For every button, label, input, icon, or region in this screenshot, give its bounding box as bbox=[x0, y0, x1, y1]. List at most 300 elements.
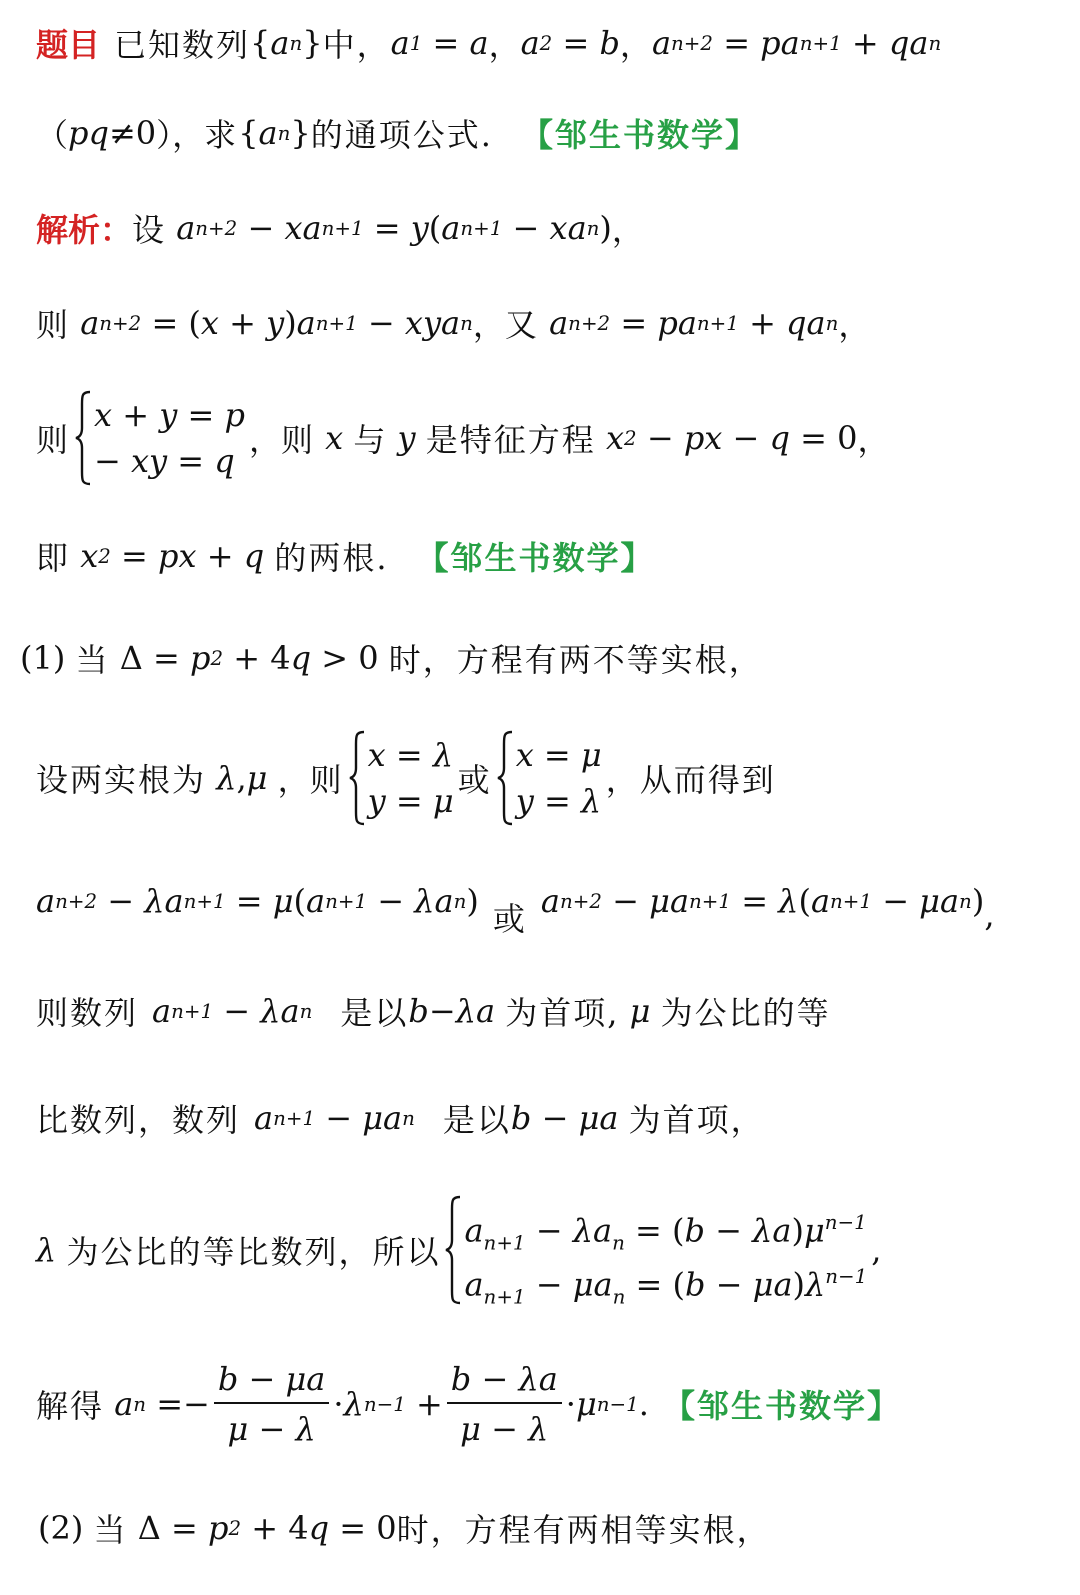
math-var: Δ bbox=[119, 639, 143, 677]
equation-system bbox=[496, 730, 602, 826]
superscript: n−1 bbox=[825, 1265, 868, 1288]
analysis-text: 与 bbox=[353, 421, 388, 459]
eq-sign: = bbox=[741, 882, 768, 920]
math-var: b bbox=[599, 24, 620, 62]
minus-sign: − bbox=[715, 1211, 742, 1250]
math-var: μ bbox=[575, 1385, 597, 1423]
analysis-text: 又 bbox=[504, 306, 539, 344]
math-var: μ bbox=[752, 1265, 774, 1304]
analysis-label: 解析： bbox=[36, 211, 133, 249]
math-var: μ bbox=[285, 1360, 307, 1398]
analysis-line-seq2 bbox=[36, 1095, 1058, 1141]
subscript: n bbox=[825, 311, 839, 335]
eq-sign: = bbox=[800, 419, 827, 457]
brace-close: } bbox=[302, 24, 323, 62]
subscript: n+1 bbox=[171, 999, 214, 1023]
plus-sign: + bbox=[233, 639, 261, 677]
paren: ) bbox=[791, 1211, 804, 1250]
subscript: n bbox=[453, 889, 467, 913]
gt-sign: > bbox=[321, 639, 349, 677]
problem-text: 的通项公式. bbox=[310, 116, 493, 154]
minus-sign: − bbox=[377, 882, 405, 920]
math-var: q bbox=[88, 114, 109, 152]
math-var: λ bbox=[752, 1211, 773, 1250]
fraction bbox=[447, 1360, 562, 1448]
eq-sign: = bbox=[187, 396, 215, 434]
math-var: a bbox=[114, 1385, 134, 1423]
neq-sign: ≠ bbox=[108, 114, 136, 152]
math-var: q bbox=[769, 419, 790, 457]
math-var: a bbox=[549, 304, 569, 342]
math-var: x bbox=[704, 419, 723, 457]
math-var: p bbox=[207, 1509, 229, 1547]
eq-sign: = bbox=[620, 304, 648, 342]
math-var: x bbox=[284, 209, 303, 247]
paren: ( bbox=[293, 882, 307, 920]
minus-sign: − bbox=[541, 1099, 569, 1137]
math-var: μ bbox=[803, 1211, 825, 1250]
math-var: a bbox=[475, 992, 496, 1030]
subscript: n+1 bbox=[273, 1106, 316, 1130]
problem-text: 求 bbox=[204, 116, 239, 154]
superscript: n−1 bbox=[596, 1392, 639, 1416]
math-var: λ bbox=[778, 882, 799, 920]
math-var: b bbox=[685, 1265, 706, 1304]
minus-sign: − bbox=[94, 442, 121, 480]
minus-sign: − bbox=[535, 1211, 563, 1250]
minus-sign: − bbox=[646, 419, 674, 457]
eq-sign: = bbox=[432, 24, 460, 62]
math-var: a bbox=[302, 209, 322, 247]
comma: ， bbox=[472, 306, 505, 344]
math-var: p bbox=[158, 537, 179, 575]
left-brace-icon bbox=[348, 730, 366, 826]
math-var: x bbox=[515, 736, 534, 774]
math-var: a bbox=[677, 304, 697, 342]
math-var: a bbox=[36, 882, 56, 920]
minus-sign: − bbox=[223, 992, 251, 1030]
subscript: n bbox=[586, 216, 600, 240]
subscript: n bbox=[133, 1392, 147, 1416]
paren: ( bbox=[672, 1265, 685, 1304]
math-var: x bbox=[549, 209, 568, 247]
minus-sign: − bbox=[183, 1385, 210, 1423]
math-var: a bbox=[939, 882, 960, 920]
subscript: n+2 bbox=[99, 311, 142, 335]
math-num: 4 bbox=[270, 639, 291, 677]
analysis-text: 为首项， bbox=[628, 1101, 765, 1139]
subscript: n bbox=[289, 31, 303, 55]
math-var: p bbox=[683, 419, 705, 457]
eq-sign: = bbox=[170, 1509, 198, 1547]
math-var: λ bbox=[343, 1385, 364, 1423]
math-var: λ bbox=[36, 1231, 57, 1269]
math-var: a bbox=[434, 882, 454, 920]
math-var: b bbox=[450, 1360, 472, 1398]
analysis-line-2 bbox=[36, 300, 1058, 346]
math-var: λ bbox=[216, 759, 237, 797]
eq-sign: = bbox=[235, 882, 263, 920]
eq-sign: = bbox=[543, 736, 571, 774]
math-var: p bbox=[760, 24, 781, 62]
math-var: p bbox=[189, 639, 211, 677]
subscript: n bbox=[612, 1231, 625, 1255]
math-var: λ bbox=[805, 1265, 826, 1304]
eq-sign: = bbox=[177, 442, 205, 480]
minus-sign: − bbox=[535, 1265, 563, 1304]
math-var: x bbox=[404, 304, 423, 342]
math-var: y bbox=[515, 782, 534, 820]
math-var: a bbox=[810, 882, 831, 920]
paren: ( bbox=[672, 1211, 685, 1250]
problem-text: 中， bbox=[322, 26, 391, 64]
analysis-text: 为公比的等比数列，所以 bbox=[66, 1233, 441, 1271]
paren: ) bbox=[284, 304, 297, 342]
subscript: n bbox=[959, 889, 972, 913]
analysis-text: 当 bbox=[93, 1511, 128, 1549]
math-var: a bbox=[383, 1099, 403, 1137]
math-var: a bbox=[592, 1211, 613, 1250]
math-var: μ bbox=[572, 1265, 594, 1304]
minus-sign: − bbox=[612, 882, 639, 920]
math-var: λ bbox=[580, 782, 602, 820]
cdot: · bbox=[333, 1385, 344, 1423]
analysis-text: 是以 bbox=[340, 994, 409, 1032]
analysis-text: 解得 bbox=[36, 1387, 105, 1425]
plus-sign: + bbox=[851, 24, 879, 62]
subscript: n+2 bbox=[195, 216, 238, 240]
brand-watermark: 【邹生书数学】 bbox=[416, 539, 655, 577]
plus-sign: + bbox=[415, 1385, 443, 1423]
plus-sign: + bbox=[749, 304, 776, 342]
paren: （ bbox=[36, 116, 69, 154]
math-num: 0 bbox=[376, 1509, 397, 1547]
math-var: x bbox=[131, 442, 150, 480]
math-var: a bbox=[441, 209, 461, 247]
analysis-text: 设两实根为 bbox=[36, 761, 207, 799]
subscript: n+2 bbox=[559, 889, 602, 913]
subscript: n+1 bbox=[315, 311, 358, 335]
math-var: λ bbox=[144, 882, 165, 920]
eq-sign: = bbox=[635, 1211, 662, 1250]
analysis-text: 当 bbox=[75, 641, 110, 679]
math-var: a bbox=[152, 992, 172, 1030]
comma: ， bbox=[611, 211, 644, 249]
analysis-text: 比数列，数列 bbox=[36, 1101, 241, 1139]
math-var: a bbox=[254, 1099, 274, 1137]
math-var: x bbox=[605, 419, 625, 457]
analysis-text: 为公比的等 bbox=[660, 994, 831, 1032]
minus-sign: − bbox=[367, 304, 395, 342]
minus-sign: − bbox=[428, 992, 456, 1030]
math-var: x bbox=[367, 736, 386, 774]
eq-sign: = bbox=[395, 782, 423, 820]
math-var: x bbox=[325, 419, 344, 457]
paren: ) bbox=[792, 1265, 805, 1304]
cdot: · bbox=[565, 1385, 576, 1423]
subscript: n bbox=[277, 121, 291, 145]
analysis-line-roots bbox=[36, 730, 1058, 826]
math-var: q bbox=[243, 537, 265, 575]
paren: ）， bbox=[156, 116, 205, 154]
math-var: μ bbox=[578, 1099, 600, 1137]
comma: , bbox=[871, 1231, 882, 1269]
analysis-text: 则 bbox=[36, 421, 71, 459]
math-var: y bbox=[397, 419, 416, 457]
eq-sign: = bbox=[152, 639, 180, 677]
math-var: μ bbox=[362, 1099, 384, 1137]
subscript: n+1 bbox=[483, 1231, 526, 1255]
math-var: a bbox=[258, 114, 278, 152]
minus-sign: − bbox=[481, 1360, 509, 1398]
math-var: x bbox=[94, 396, 113, 434]
paren: ( bbox=[798, 882, 811, 920]
math-var: a bbox=[538, 1360, 558, 1398]
math-var: q bbox=[786, 304, 807, 342]
problem-line-2 bbox=[36, 110, 1058, 156]
minus-sign: − bbox=[325, 1099, 353, 1137]
subscript: n+1 bbox=[689, 889, 732, 913]
math-var: a bbox=[780, 24, 800, 62]
analysis-text: 或 bbox=[492, 900, 527, 938]
math-var: λ bbox=[260, 992, 281, 1030]
math-var: y bbox=[159, 396, 178, 434]
superscript: 2 bbox=[98, 544, 111, 568]
math-var: a bbox=[164, 882, 184, 920]
subscript: n+1 bbox=[325, 889, 368, 913]
paren: ) bbox=[971, 882, 985, 920]
comma: ， bbox=[248, 421, 281, 459]
math-var: a bbox=[296, 304, 316, 342]
subscript: n+1 bbox=[696, 311, 739, 335]
minus-sign: − bbox=[107, 882, 135, 920]
eq-sign: = bbox=[543, 782, 571, 820]
plus-sign: + bbox=[229, 304, 256, 342]
fraction bbox=[214, 1360, 330, 1448]
subscript: n+1 bbox=[799, 31, 842, 55]
eq-sign: = bbox=[156, 1385, 184, 1423]
math-num: 0 bbox=[358, 639, 379, 677]
case-label: (2) bbox=[38, 1509, 84, 1547]
subscript: n+1 bbox=[830, 889, 873, 913]
analysis-text: 设 bbox=[132, 211, 167, 249]
math-var: a bbox=[80, 304, 100, 342]
math-num: 0 bbox=[837, 419, 858, 457]
comma: ， bbox=[838, 306, 871, 344]
comma: , bbox=[984, 896, 995, 934]
math-var: y bbox=[422, 304, 442, 342]
analysis-text: 则 bbox=[36, 306, 71, 344]
math-var: λ bbox=[414, 882, 435, 920]
case-2-line bbox=[38, 1505, 1058, 1551]
math-var: μ bbox=[272, 882, 294, 920]
period: . bbox=[638, 1385, 649, 1423]
brace-open: { bbox=[238, 114, 259, 152]
problem-line-1 bbox=[36, 20, 1058, 66]
paren: ) bbox=[466, 882, 479, 920]
math-var: a bbox=[441, 304, 461, 342]
math-var: x bbox=[178, 537, 197, 575]
math-var: x bbox=[80, 537, 99, 575]
eq-sign: = bbox=[373, 209, 401, 247]
math-var: a bbox=[520, 24, 540, 62]
minus-sign: − bbox=[258, 1410, 286, 1448]
math-var: μ bbox=[246, 759, 268, 797]
math-var: a bbox=[909, 24, 929, 62]
math-var: μ bbox=[227, 1410, 249, 1448]
subscript: n bbox=[402, 1106, 415, 1130]
math-var: Δ bbox=[137, 1509, 161, 1547]
math-var: a bbox=[599, 1099, 619, 1137]
math-var: b bbox=[684, 1211, 705, 1250]
math-var: p bbox=[224, 396, 245, 434]
case-1-line bbox=[20, 635, 1058, 681]
analysis-text: 时，方程有两相等实根， bbox=[396, 1511, 771, 1549]
brace-close: } bbox=[290, 114, 311, 152]
analysis-text: 是以 bbox=[442, 1101, 511, 1139]
math-var: b bbox=[510, 1099, 532, 1137]
brace-open: { bbox=[250, 24, 271, 62]
subscript: n bbox=[460, 311, 473, 335]
math-var: y bbox=[149, 442, 168, 480]
subscript: n bbox=[299, 999, 313, 1023]
math-var: p bbox=[68, 114, 89, 152]
subscript: n bbox=[928, 31, 942, 55]
math-var: a bbox=[567, 209, 587, 247]
minus-sign: − bbox=[512, 209, 540, 247]
superscript: 2 bbox=[228, 1516, 242, 1540]
problem-label: 题目 bbox=[36, 26, 101, 64]
minus-sign: − bbox=[248, 1360, 276, 1398]
math-var: p bbox=[657, 304, 678, 342]
eq-sign: = bbox=[723, 24, 750, 62]
eq-sign: = bbox=[121, 537, 148, 575]
analysis-text: 的两根. bbox=[274, 539, 389, 577]
analysis-text: 即 bbox=[36, 539, 71, 577]
paren: ( bbox=[188, 304, 201, 342]
analysis-line-system bbox=[36, 1195, 1058, 1309]
minus-sign: − bbox=[882, 882, 909, 920]
math-var: a bbox=[306, 1360, 326, 1398]
equation-system bbox=[74, 390, 245, 486]
math-var: b bbox=[217, 1360, 239, 1398]
math-var: a bbox=[280, 992, 300, 1030]
analysis-line-seq1 bbox=[36, 988, 1058, 1034]
analysis-text: 则 bbox=[280, 421, 315, 459]
subscript: n+1 bbox=[183, 889, 226, 913]
analysis-text: 是特征方程 bbox=[425, 421, 596, 459]
superscript: n−1 bbox=[824, 1211, 867, 1234]
problem-text: 已知数列 bbox=[114, 26, 251, 64]
math-var: λ bbox=[518, 1360, 539, 1398]
eq-sign: = bbox=[395, 736, 423, 774]
comma: ， bbox=[857, 421, 890, 459]
comma: ， bbox=[488, 26, 521, 64]
math-var: a bbox=[270, 24, 290, 62]
math-var: q bbox=[214, 442, 235, 480]
subscript: n+1 bbox=[460, 216, 503, 240]
math-var: a bbox=[806, 304, 826, 342]
math-var: μ bbox=[629, 992, 651, 1030]
math-var: a bbox=[390, 24, 410, 62]
math-num: 0 bbox=[135, 114, 157, 152]
math-var: μ bbox=[919, 882, 940, 920]
paren: ( bbox=[428, 209, 442, 247]
analysis-text: 或 bbox=[457, 761, 492, 799]
math-var: λ bbox=[432, 736, 454, 774]
eq-sign: = bbox=[151, 304, 179, 342]
math-var: μ bbox=[649, 882, 670, 920]
minus-sign: − bbox=[247, 209, 275, 247]
equation-system bbox=[444, 1195, 868, 1309]
math-var: μ bbox=[432, 782, 454, 820]
comma: , bbox=[236, 759, 247, 797]
eq-sign: = bbox=[562, 24, 590, 62]
math-var: a bbox=[176, 209, 196, 247]
eq-sign: = bbox=[635, 1265, 663, 1304]
equation-system bbox=[348, 730, 454, 826]
math-var: λ bbox=[572, 1211, 593, 1250]
math-var: a bbox=[540, 882, 560, 920]
subscript: n+2 bbox=[671, 31, 714, 55]
brand-watermark: 【邹生书数学】 bbox=[520, 116, 759, 154]
analysis-text: 则 bbox=[309, 761, 344, 799]
math-var: y bbox=[266, 304, 285, 342]
subscript: 2 bbox=[539, 31, 553, 55]
math-var: a bbox=[651, 24, 672, 62]
analysis-line-solution bbox=[36, 1360, 1058, 1448]
math-var: λ bbox=[528, 1410, 549, 1448]
analysis-line-4 bbox=[36, 533, 1058, 579]
left-brace-icon bbox=[74, 390, 92, 486]
math-var: a bbox=[306, 882, 326, 920]
analysis-text: 则数列 bbox=[36, 994, 139, 1032]
brand-watermark: 【邹生书数学】 bbox=[662, 1387, 901, 1425]
math-var: y bbox=[410, 209, 429, 247]
math-var: a bbox=[593, 1265, 613, 1304]
analysis-text: ，从而得到 bbox=[605, 761, 776, 799]
analysis-text: 为首项, bbox=[505, 994, 620, 1032]
analysis-line-3 bbox=[36, 390, 1058, 486]
math-var: a bbox=[772, 1211, 792, 1250]
left-brace-icon bbox=[496, 730, 514, 826]
subscript: 1 bbox=[409, 31, 423, 55]
math-var: q bbox=[290, 639, 312, 677]
math-var: a bbox=[464, 1265, 484, 1304]
comma: ， bbox=[619, 26, 652, 64]
plus-sign: + bbox=[251, 1509, 279, 1547]
minus-sign: − bbox=[491, 1410, 518, 1448]
subscript: n+1 bbox=[483, 1285, 526, 1309]
subscript: n+2 bbox=[55, 889, 98, 913]
minus-sign: − bbox=[732, 419, 760, 457]
math-var: a bbox=[669, 882, 690, 920]
math-num: 4 bbox=[288, 1509, 309, 1547]
minus-sign: − bbox=[715, 1265, 743, 1304]
math-var: y bbox=[367, 782, 386, 820]
superscript: 2 bbox=[624, 426, 637, 450]
math-var: x bbox=[200, 304, 219, 342]
case-label: (1) bbox=[20, 639, 66, 677]
math-var: μ bbox=[580, 736, 602, 774]
paren: ) bbox=[599, 209, 612, 247]
math-var: q bbox=[888, 24, 910, 62]
analysis-text: 时，方程有两不等实根， bbox=[388, 641, 763, 679]
math-var: λ bbox=[455, 992, 476, 1030]
left-brace-icon bbox=[444, 1195, 462, 1305]
analysis-line-1 bbox=[36, 205, 1058, 251]
subscript: n bbox=[612, 1285, 626, 1309]
